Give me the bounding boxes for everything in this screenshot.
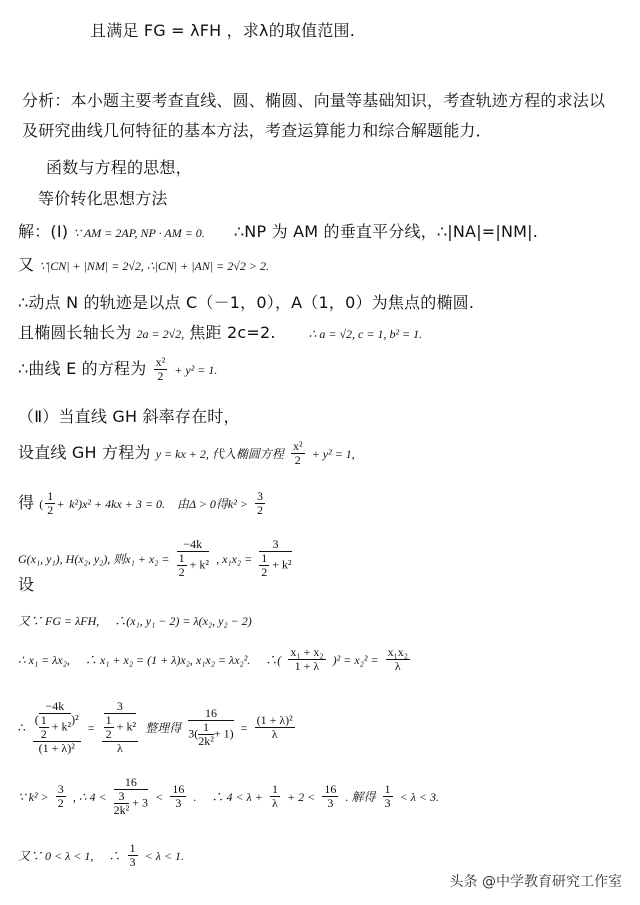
text-perpendicular-bisector: ∴NP 为 AM 的垂直平分线，∴|NA|=|NM|. (233, 222, 539, 241)
solution-line-6: 设直线 GH 方程为 y = kx + 2, 代入椭圆方程 $\frac{\text{x²}}{2}$ + y² = 1, (18, 439, 355, 467)
solution-line-4: 且椭圆长轴长为 2a = 2√2, 焦距 2c=2. ∴ a = √2, c = 1, b² = 1. (18, 323, 423, 342)
solution-line-12: ∵ k² > $\frac{3}{2}$ , ∴ 4 < 16 $\frac{3}{\text{2k²}}$ + 3 < $\frac{16}{3}$ . ∴ 4 < λ + $\frac{1}{\lambda}$ + 2 < $\frac{16}{3}$ . 解得 $\frac{1}{3}$ < λ < 3. (18, 775, 440, 817)
part2-heading: （Ⅱ）当直线 GH 斜率存在时， (18, 407, 240, 426)
solution-line-7: 得 ( $\frac{1}{2}$ + k²)x² + 4kx + 3 = 0. 由Δ > 0得k² > $\frac{3}{2}$ (18, 489, 264, 517)
solution-line-3: ∴动点 N 的轨迹是以点 C（－1，0），A（1，0）为焦点的椭圆. (18, 293, 475, 312)
solution-line-9: 又∵ FG = λFH, ∴(x₁, y₁ − 2) = λ(x₂, y₂ − 2) (18, 614, 252, 628)
solution-label: 解：(Ⅰ) (18, 222, 69, 241)
analysis-line-1: 分析：本小题主要考查直线、圆、椭圆、向量等基础知识，考查轨迹方程的求法以 (22, 91, 606, 110)
solution-line-2: 又 ∵|CN| + |NM| = 2√2, ∴|CN| + |AN| = 2√2 > 2. (18, 255, 269, 274)
set-label: 设 (18, 575, 35, 594)
math-vector-condition: ∵ AM = 2AP, NP · AM = 0. (73, 226, 205, 240)
solution-line-10: ∴ x₁ = λx₂, ∴ x₁ + x₂ = (1 + λ)x₂, x₁x₂ = λx₂². ∴( $\frac{\text{x₁ + x₂}}{1 + \lambda}$ )² = x₂² = $\frac{\text{x₁x₂}}{\lambda}$ (18, 645, 408, 673)
solution-line-8: G(x₁, y₁), H(x₂, y₂), 则x₁ + x₂ = −4k $\frac{1}{2}$ + k² , x₁x₂ = 3 $\frac{1}{2}$ + k² (18, 537, 292, 579)
solution-line-13: 又∵ 0 < λ < 1, ∴ $\frac{1}{3}$ < λ < 1. (18, 841, 184, 869)
solution-line-1 (18, 219, 538, 242)
text-line-1: 且满足 FG = λFH ，求λ的取值范围. (90, 21, 356, 40)
analysis-line-2: 及研究曲线几何特征的基本方法，考查运算能力和综合解题能力． (22, 121, 492, 140)
idea-line-1: 函数与方程的思想， (46, 158, 192, 177)
solution-line-5: ∴曲线 E 的方程为 $\frac{\text{x²}}{2}$ + y² = 1. (18, 355, 218, 383)
idea-line-2: 等价转化思想方法 (38, 189, 168, 208)
watermark: 头条 @中学教育研究工作室 (449, 874, 622, 890)
math-distance-sum: ∵|CN| + |NM| = 2√2, ∴|CN| + |AN| = 2√2 > 2. (39, 259, 269, 273)
fraction-x2-over-2: $\frac{\text{x²}}{2}$ (155, 355, 166, 383)
solution-line-11: ∴ ( −4k $\frac{1}{2}$ + k² )² (1 + λ)² = 3 $\frac{1}{2}$ + k² λ 整理得 16 3( $\frac{1}{\text{2k²}}$ + 1) = $\frac{\text{(1 + λ)²}}{\lambda}$ (18, 699, 293, 755)
